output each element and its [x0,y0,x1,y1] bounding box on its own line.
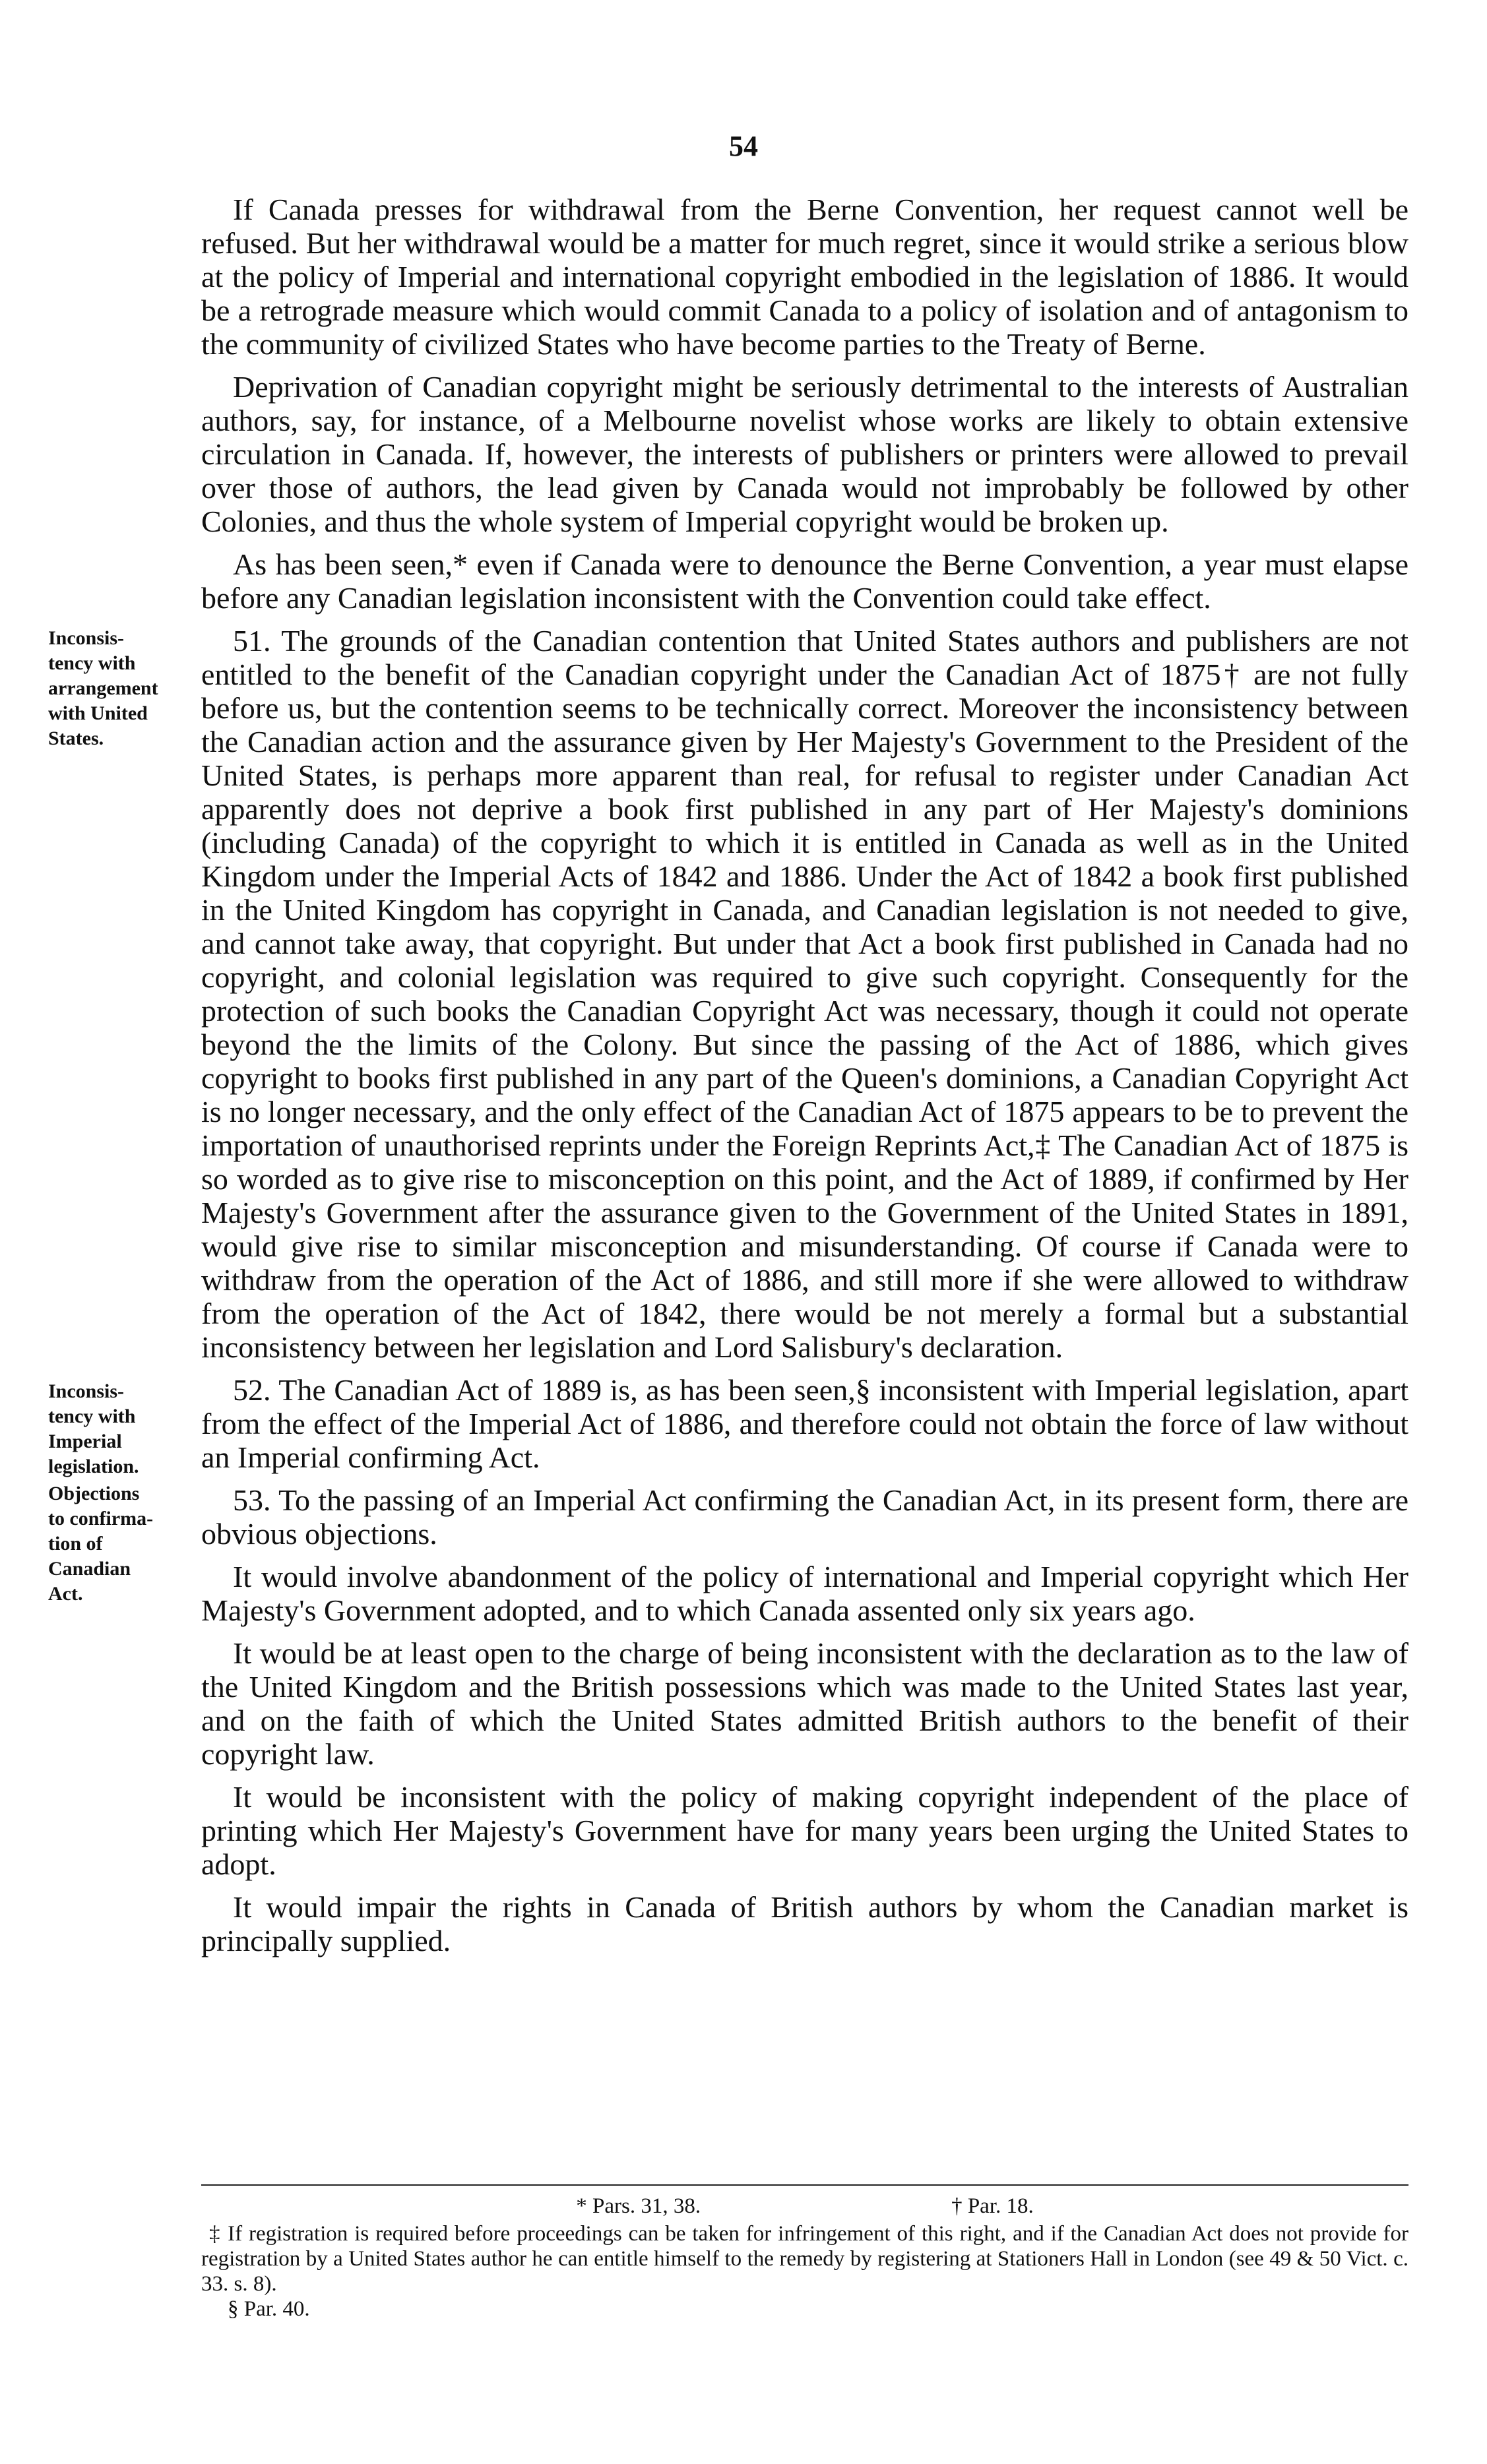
paragraph-impair: It would impair the rights in Canada of British authors by whom the Canadian market is principally supplied. [201,1890,1408,1957]
sidenote-line: Canadian [48,1558,131,1580]
sidenote-line: Inconsis- [48,627,125,649]
paragraph-52: 52. The Canadian Act of 1889 is, as has been seen,§ inconsistent with Imperial legislation, apart from the effect of the Imperial Act of 1886, and therefore could not obtain the force of law without an Imperial confirming Act. [201,1373,1408,1474]
footnote-section: § Par. 40. [228,2297,310,2321]
sidenote-line: with United [48,702,148,724]
sidenote-line: tency with [48,1405,136,1427]
section-53 [48,1483,1408,1957]
paragraph-53: 53. To the passing of an Imperial Act confirming the Canadian Act, in its present form, there are obvious objections. [201,1483,1408,1551]
footnote-divider [201,2184,1408,2186]
sidenote-line: arrangement [48,677,158,699]
paragraph-denounce: As has been seen,* even if Canada were to denounce the Berne Convention, a year must elapse before any Canadian legislation inconsistent with the Convention could take effect. [201,547,1408,615]
sidenote-objections [48,1483,187,1609]
sidenote-line: Inconsis- [48,1380,125,1402]
section-51 [48,624,1408,1364]
paragraph-printing: It would be inconsistent with the policy of making copyright independent of the place of printing which Her Majesty's Government have for many years been urging the United States to adopt. [201,1780,1408,1881]
main-text [48,193,1408,1967]
footnote-row [201,2194,1408,2219]
sidenote-line: States. [48,727,104,749]
sidenote-line: to confirma- [48,1508,154,1529]
page-number: 54 [729,130,758,162]
paragraph-withdrawal: If Canada presses for withdrawal from the Berne Convention, her request cannot well be refused. But her withdrawal would be a matter for much regret, since it would strike a serious blow at the policy of Imperial and international copyright embodied in the legislation of 1886. It would be a retrograde measure which would commit Canada to a policy of isolation and of antagonism to the community of civilized States who have become parties to the Treaty of Berne. [201,193,1408,361]
sidenote-line: tency with [48,652,136,674]
footnote-dagger: † Par. 18. [951,2194,1034,2218]
sidenote-line: Imperial [48,1431,122,1452]
paragraph-deprivation: Deprivation of Canadian copyright might be seriously detrimental to the interests of Australian authors, say, for instance, of a Melbourne novelist whose works are likely to obtain extensive circulation in Canada. If, however, the interests of publishers or printers were allowed to prevail over those of authors, the lead given by Canada would not improbably be followed by other Colonies, and thus the whole system of Imperial copyright would be broken up. [201,370,1408,538]
sidenote-line: legislation. [48,1456,139,1477]
footnote-double-dagger: ‡ If registration is required before proceedings can be taken for infringement of this right, and if the Canadian Act does not provide for registration by a United States author he can entitle himself to the remedy by registering at Stationers Hall in London (see 49 & 50 Vict. c. 33. s. 8). [201,2222,1408,2296]
footnotes [201,2184,1408,2322]
sidenote-line: Act. [48,1583,83,1605]
sidenote-line: tion of [48,1533,103,1555]
paragraph-51: 51. The grounds of the Canadian contention that United States authors and publishers are not entitled to the benefit of the Canadian copyright under the Canadian Act of 1875† are not fully before us, but the contention seems to be technically correct. Moreover the inconsistency between the Canadian action and the assurance given by Her Majesty's Government to the President of the United States, is perhaps more apparent than real, for refusal to register under Canadian Act apparently does not deprive a book first published in any part of Her Majesty's dominions (including Canada) of the copyright to which it is entitled in Canada as well as in the United Kingdom under the Imperial Acts of 1842 and 1886. Under the Act of 1842 a book first published in the United Kingdom has copyright in Canada, and Canadian legislation is not needed to give, and cannot take away, that copyright. But under that Act a book first published in Canada had no copyright, and colonial legislation was required to give such copyright. Consequently for the protection of such books the Canadian Copyright Act was necessary, though it could not operate beyond the the limits of the Colony. But since the passing of the Act of 1886, which gives copyright to books first published in any part of the Queen's dominions, a Canadian Copyright Act is no longer necessary, and the only effect of the Canadian Act of 1875 appears to be to prevent the importation of unauthorised reprints under the Foreign Reprints Act,‡ The Canadian Act of 1875 is so worded as to give rise to misconception on this point, and the Act of 1889, if confirmed by Her Majesty's Government after the assurance given to the Government of the United States in 1891, would give rise to similar misconception and misunderstanding. Of course if Canada were to withdraw from the operation of the Act of 1886, and still more if she were allowed to withdraw from the operation of the Act of 1842, there would be not merely a formal but a substantial inconsistency between her legislation and Lord Salisbury's declaration. [201,624,1408,1364]
footnote-star: * Pars. 31, 38. [576,2194,701,2218]
paragraph-abandonment: It would involve abandonment of the policy of international and Imperial copyright which Her Majesty's Government adopted, and to which Canada assented only six years ago. [201,1560,1408,1627]
section-52 [48,1373,1408,1477]
paragraph-declaration: It would be at least open to the charge of being inconsistent with the declaration as to the law of the United Kingdom and the British possessions which was made to the United States last year, and on the faith of which the United States admitted British authors to the benefit of their copyright law. [201,1636,1408,1771]
sidenote-imperial [48,1381,187,1481]
sidenote-line: Objections [48,1483,140,1504]
sidenote-united-states [48,628,187,753]
